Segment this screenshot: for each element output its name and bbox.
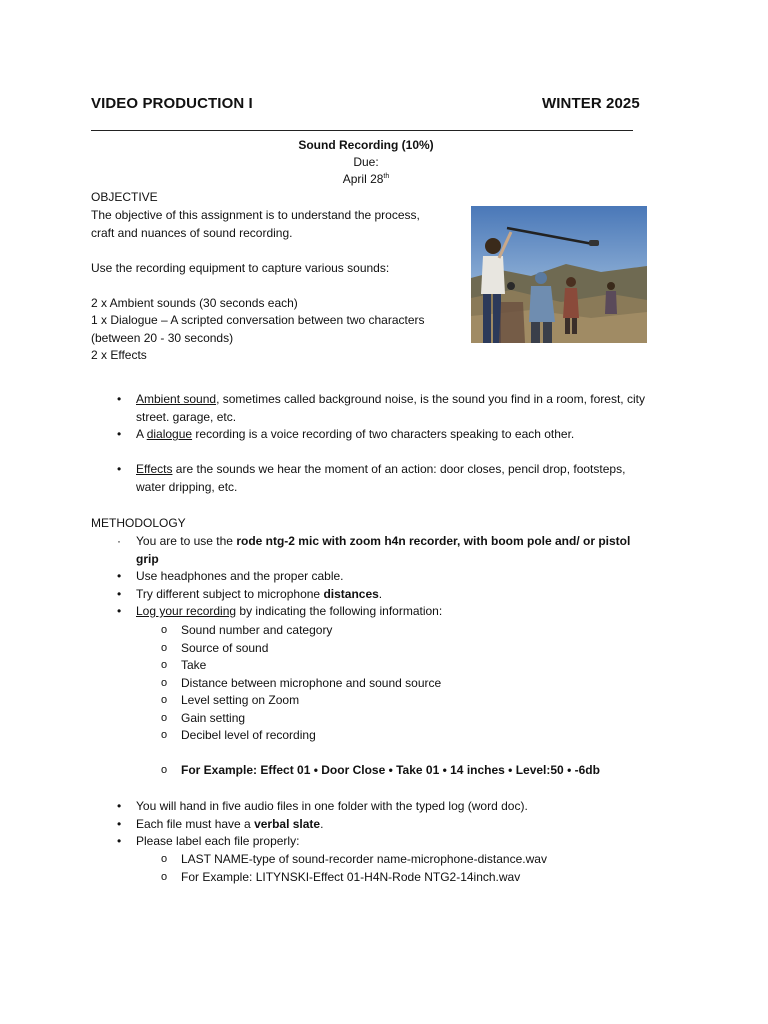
bullet-icon: o (161, 853, 168, 865)
due-label: Due: (353, 155, 379, 169)
bullet-icon: • (117, 604, 122, 618)
bullet-icon: o (161, 711, 168, 724)
list-item: • Ambient sound, sometimes called background noise, is the sound you find in a room, forest, city street. garage, etc. (117, 392, 645, 424)
submission-list (91, 798, 691, 851)
bullet-icon: • (117, 427, 122, 441)
assignment-title: Sound Recording (10%) (298, 138, 434, 152)
list-item: • Use headphones and the proper cable. (91, 568, 691, 586)
bullet-icon: o (161, 624, 168, 636)
list-item: o Level setting on Zoom (91, 692, 691, 710)
list-item: • A dialogue recording is a voice recording of two characters speaking to each other. (91, 426, 691, 444)
bullet-icon: o (161, 641, 168, 654)
bullet-icon: • (117, 586, 122, 601)
list-item: • Effects are the sounds we hear the moment of an action: door closes, pencil drop, footsteps, water dripping, etc. (117, 462, 626, 494)
due-date: April 28th (342, 172, 390, 186)
filename-format-list (91, 851, 691, 886)
list-item: o Distance between microphone and sound source (91, 675, 691, 693)
list-item: o Source of sound (91, 640, 691, 658)
bullet-icon: o (161, 729, 168, 741)
bullet-icon: o (161, 764, 168, 776)
bullet-icon: • (117, 834, 122, 848)
bullet-icon: o (161, 694, 168, 706)
list-item: • Please label each file properly: (91, 833, 691, 851)
list-item: • You will hand in five audio files in one folder with the typed log (word doc). (91, 798, 691, 816)
term-label: WINTER 2025 (542, 95, 640, 112)
list-item: • Each file must have a verbal slate. (91, 816, 691, 834)
header-divider (91, 130, 633, 131)
list-item: · You are to use the rode ntg-2 mic with zoom h4n recorder, with boom pole and/ or pistol grip (117, 534, 631, 566)
bullet-icon: o (161, 676, 168, 689)
course-title: VIDEO PRODUCTION I (91, 95, 253, 112)
bullet-icon: o (161, 659, 168, 671)
bullet-icon: · (117, 534, 121, 548)
list-item: o Sound number and category (91, 622, 691, 640)
bullet-icon: • (117, 799, 122, 813)
list-item: o Decibel level of recording (91, 727, 691, 745)
list-item: o LAST NAME-type of sound-recorder name-microphone-distance.wav (91, 851, 691, 869)
definitions-list (91, 391, 691, 496)
list-item: o For Example: LITYNSKI-Effect 01-H4N-Rode NTG2-14inch.wav (91, 869, 691, 887)
bullet-icon: • (117, 816, 122, 831)
list-item: • Log your recording by indicating the following information: (91, 603, 691, 621)
boom-recording-photo (471, 206, 647, 343)
methodology-list (91, 533, 691, 621)
methodology-heading: METHODOLOGY (91, 516, 186, 530)
objective-heading: OBJECTIVE (91, 190, 158, 204)
list-item: • Try different subject to microphone distances. (91, 586, 691, 604)
log-fields-list (91, 622, 691, 780)
list-item: o Gain setting (91, 710, 691, 728)
list-item: o Take (91, 657, 691, 675)
bullet-icon: • (117, 462, 122, 476)
bullet-icon: • (117, 392, 122, 406)
bullet-icon: o (161, 870, 168, 883)
objective-text: The objective of this assignment is to understand the process, craft and nuances of sound recording. Use the recording equipment to capture various sounds: 2 x Ambient sounds (30 seconds each) 1 x Dialogue – A scripted conversation between two characters (between 20 - 30 seconds) 2 x Effects (91, 208, 425, 362)
bullet-icon: • (117, 569, 122, 583)
log-example: o For Example: Effect 01 • Door Close • Take 01 • 14 inches • Level:50 • -6db (91, 762, 691, 780)
